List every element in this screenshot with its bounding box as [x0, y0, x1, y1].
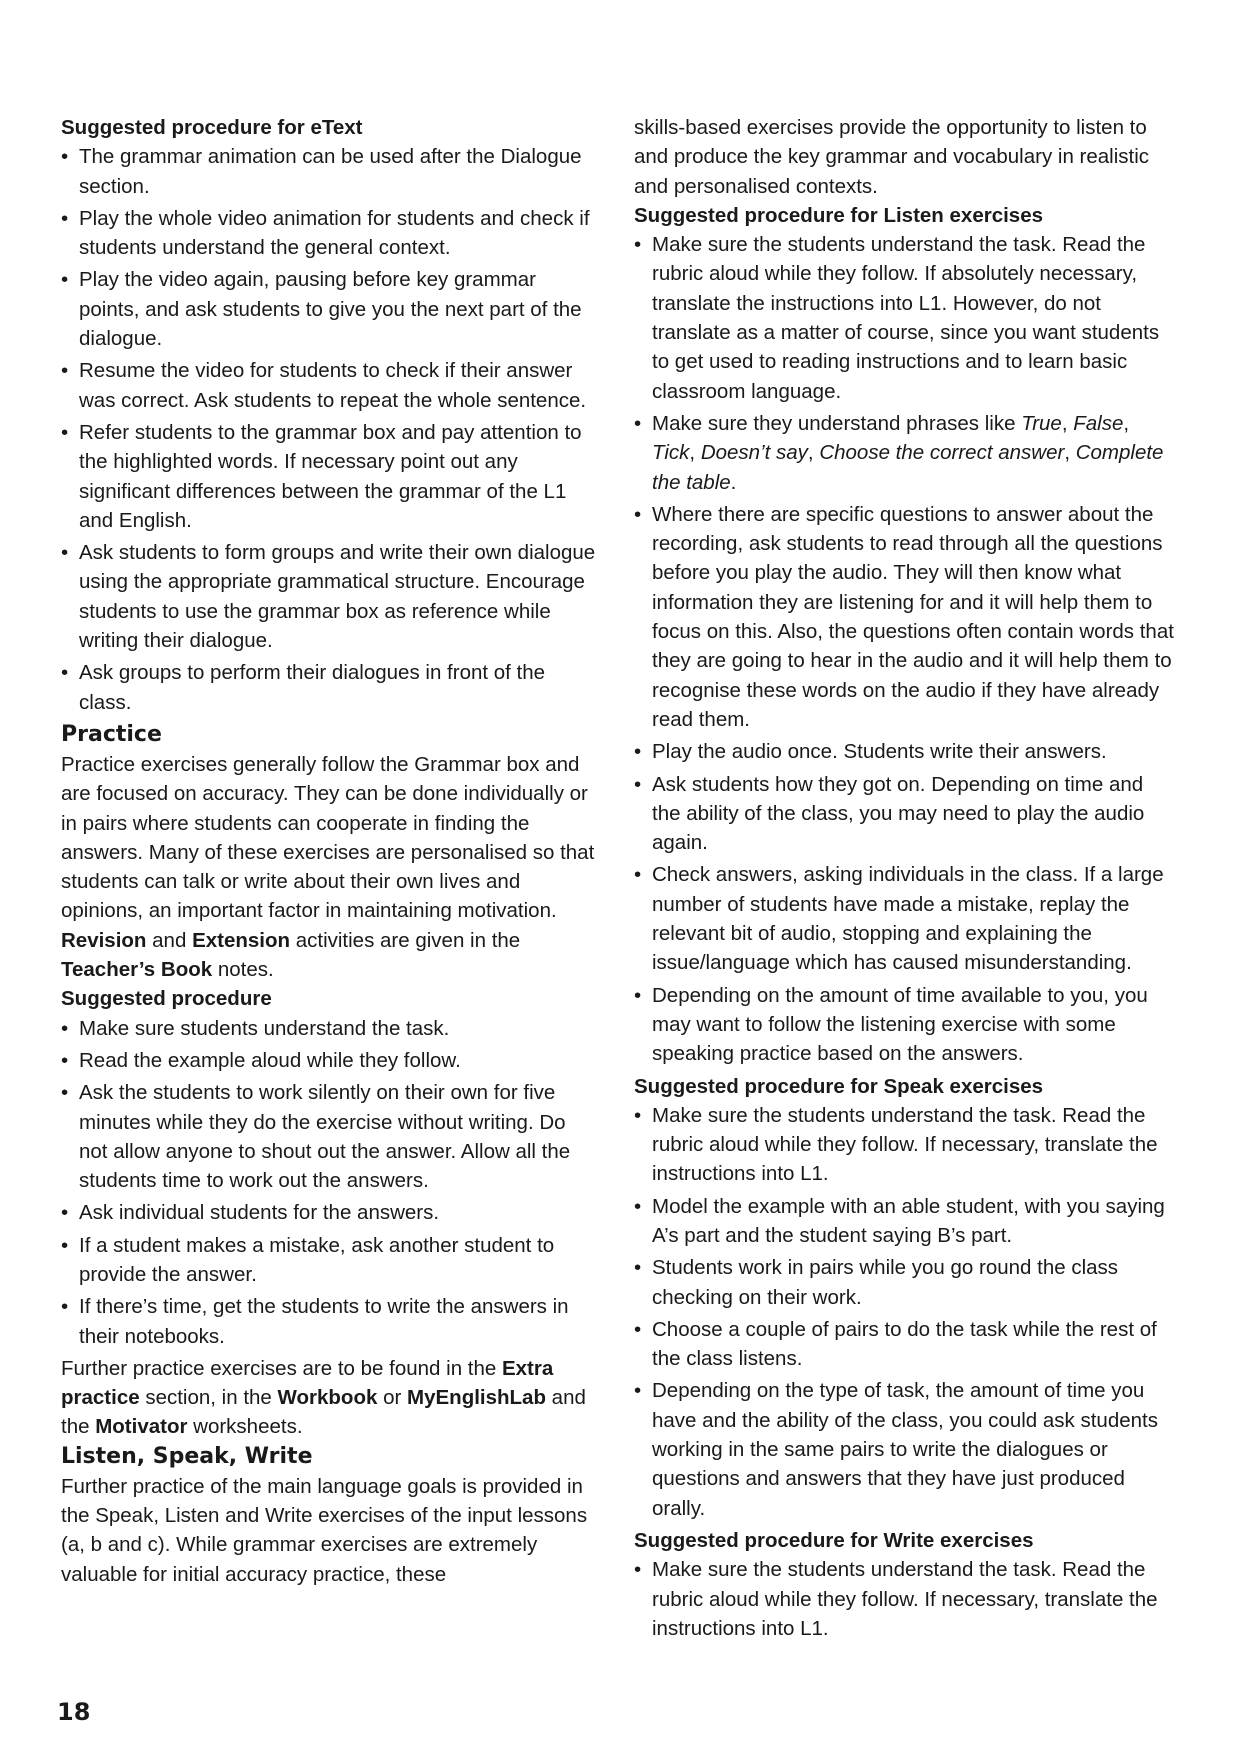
listen-procedure-heading: Suggested procedure for Listen exercises [634, 203, 1043, 227]
list-item: • Make sure the students understand the task. Read the rubric aloud while they follow. If necessary, translate the instructions into L1. [634, 1101, 1174, 1189]
etext-procedure-heading: Suggested procedure for eText [61, 116, 363, 139]
list-item: • Make sure the students understand the task. Read the rubric aloud while they follow. If absolutely necessary, translate the instructions into L1. However, do not translate as a matter of course, since you want students to get used to reading instructions and to learn basic classroom language. [634, 230, 1174, 406]
list-item: • Refer students to the grammar box and pay attention to the highlighted words. If necessary point out any significant differences between the grammar of the L1 and English. [61, 418, 599, 535]
list-item: • Where there are specific questions to answer about the recording, ask students to read through all the questions before you play the audio. They will then know what information they are listening for and it will help them to focus on this. Also, the questions often contain words that they are going to hear in the audio and it will help them to recognise these words on the audio if they have already read them. [634, 500, 1174, 734]
list-item: • Model the example with an able student, with you saying A’s part and the student saying B’s part. [634, 1192, 1174, 1251]
list-item: • Play the video again, pausing before key grammar points, and ask students to give you the next part of the dialogue. [61, 265, 599, 353]
practice-intro-paragraph: Practice exercises generally follow the Grammar box and are focused on accuracy. They can be done individually or in pairs where students can cooperate in finding the answers. Many of these exercises are personalised so that students can talk or write about their own lives and opinions, an important factor in maintaining motivation. Revision and Extension activities are given in the Teacher’s Book notes. [61, 752, 595, 982]
list-item: • Ask individual students for the answers. [61, 1198, 599, 1227]
write-procedure-heading: Suggested procedure for Write exercises [634, 1528, 1034, 1552]
list-item: • Ask students to form groups and write their own dialogue using the appropriate grammatical structure. Encourage students to use the grammar box as reference while writing their dialogue. [61, 538, 599, 655]
right-column [634, 113, 1174, 1646]
list-item: • Students work in pairs while you go round the class checking on their work. [634, 1253, 1174, 1312]
listen-speak-write-heading: Listen, Speak, Write [61, 1443, 313, 1469]
practice-heading: Practice [61, 721, 162, 747]
list-item: • Make sure the students understand the task. Read the rubric aloud while they follow. If necessary, translate the instructions into L1. [634, 1555, 1174, 1643]
etext-procedure-list [61, 142, 599, 717]
listen-speak-write-intro: Further practice of the main language goals is provided in the Speak, Listen and Write exercises of the input lessons (a, b and c). While grammar exercises are extremely valuable for initial accuracy practice, these [61, 1474, 588, 1586]
suggested-procedure-list [61, 1014, 599, 1351]
list-item: • Make sure they understand phrases like True, False, Tick, Doesn’t say, Choose the correct answer, Complete the table. [634, 409, 1174, 497]
list-item: • Choose a couple of pairs to do the task while the rest of the class listens. [634, 1315, 1174, 1374]
list-item: • Make sure students understand the task. [61, 1014, 599, 1043]
list-item: • The grammar animation can be used after the Dialogue section. [61, 142, 599, 201]
list-item: • Ask students how they got on. Depending on time and the ability of the class, you may need to play the audio again. [634, 770, 1174, 858]
list-item: • If there’s time, get the students to write the answers in their notebooks. [61, 1292, 599, 1351]
left-column [61, 113, 599, 1589]
suggested-procedure-heading: Suggested procedure [61, 987, 272, 1011]
list-item: • Check answers, asking individuals in the class. If a large number of students have made a mistake, replay the relevant bit of audio, stopping and explaining the issue/language which has caused misunderstanding. [634, 860, 1174, 977]
page-number: 18 [57, 1698, 91, 1726]
speak-procedure-heading: Suggested procedure for Speak exercises [634, 1074, 1044, 1098]
list-item: • Depending on the type of task, the amount of time you have and the ability of the class, you could ask students working in the same pairs to write the dialogues or questions and answers that they have just produced orally. [634, 1376, 1174, 1522]
list-item: • Ask groups to perform their dialogues in front of the class. [61, 658, 599, 717]
further-practice-paragraph: Further practice exercises are to be found in the Extra practice section, in the Workbook or MyEnglishLab and the Motivator worksheets. [61, 1356, 586, 1439]
list-item: • If a student makes a mistake, ask another student to provide the answer. [61, 1231, 599, 1290]
list-item: • Depending on the amount of time available to you, you may want to follow the listening exercise with some speaking practice based on the answers. [634, 981, 1174, 1069]
listen-procedure-list [634, 230, 1174, 1068]
list-item: • Play the audio once. Students write their answers. [634, 737, 1174, 766]
speak-procedure-list [634, 1101, 1174, 1523]
list-item: • Ask the students to work silently on their own for five minutes while they do the exercise without writing. Do not allow anyone to shout out the answer. Allow all the students time to work out the answers. [61, 1078, 599, 1195]
list-item: • Read the example aloud while they follow. [61, 1046, 599, 1075]
list-item: • Play the whole video animation for students and check if students understand the general context. [61, 204, 599, 263]
list-item: • Resume the video for students to check if their answer was correct. Ask students to repeat the whole sentence. [61, 356, 599, 415]
write-procedure-list [634, 1555, 1174, 1643]
skills-intro-continuation: skills-based exercises provide the opportunity to listen to and produce the key grammar and vocabulary in realistic and personalised contexts. [634, 116, 1150, 198]
